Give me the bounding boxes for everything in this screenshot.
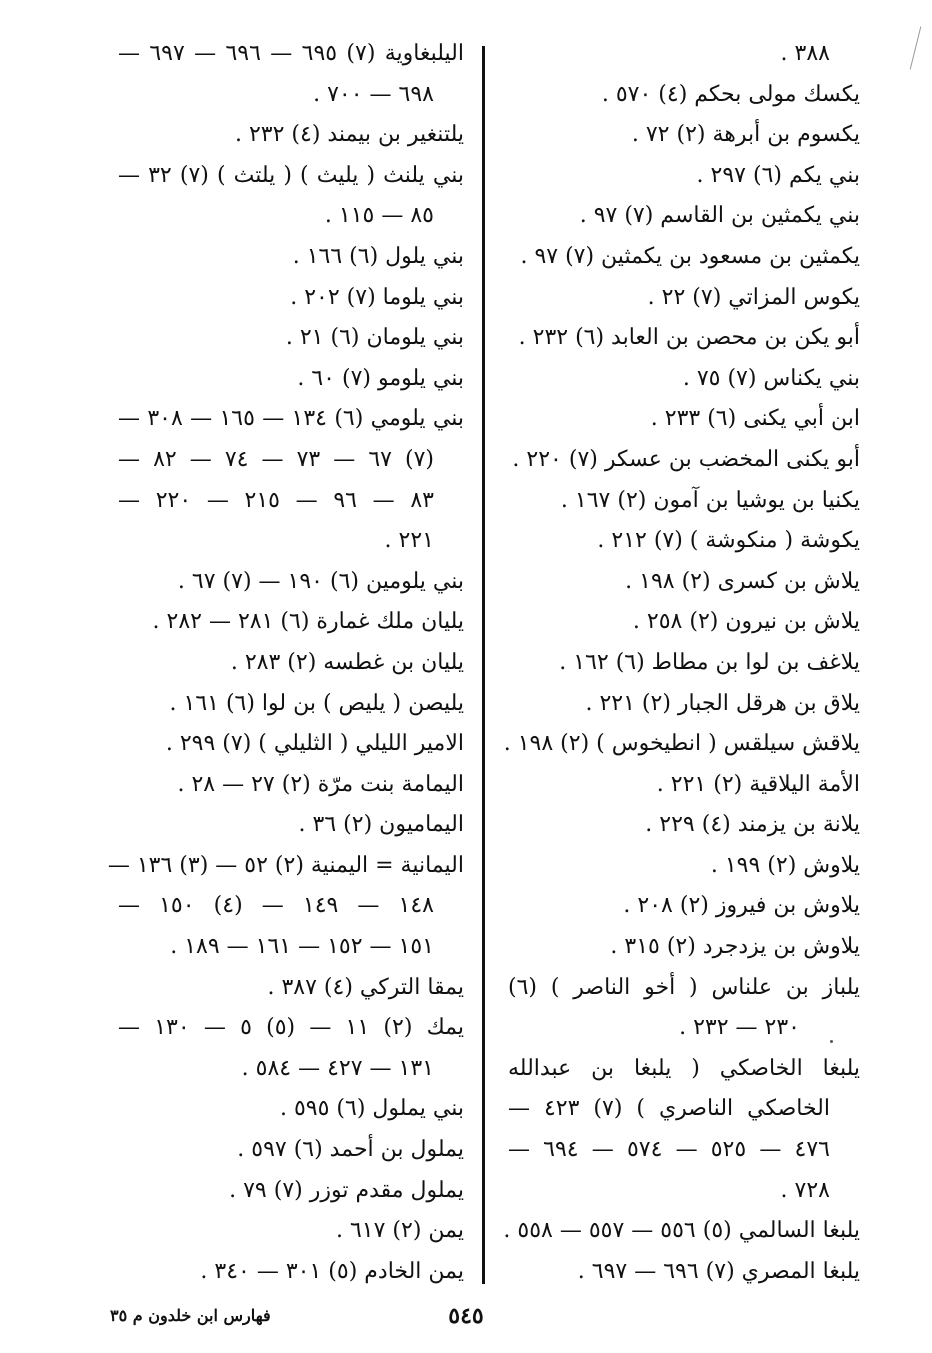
- index-entry-line: ٢٢١ .: [384, 528, 434, 554]
- index-entry-line: يلاقش سيلقس ( انطيخوس ) (٢) ١٩٨ .: [503, 731, 860, 757]
- index-entry-line: يلباز بن علناس ( أخو الناصر ) (٦): [508, 974, 860, 1000]
- index-entry-line: بني يكمثين بن القاسم (٧) ٩٧ .: [579, 203, 860, 229]
- index-entry-line: اليمامة بنت مرّة (٢) ٢٧ — ٢٨ .: [177, 771, 464, 797]
- index-entry-line: يلاق بن هرقل الجبار (٢) ٢٢١ .: [585, 690, 860, 716]
- index-entry-line: يلتنغير بن بيمند (٤) ٢٣٢ .: [234, 122, 464, 148]
- index-entry-line: ابن أبي يكنى (٦) ٢٣٣ .: [650, 406, 860, 432]
- index-entry-line: الأمة اليلاقية (٢) ٢٢١ .: [656, 771, 860, 797]
- index-entry-line: يليان بن غطسه (٢) ٢٨٣ .: [230, 649, 464, 675]
- index-entry-line: يلبغا الخاصكي ( يلبغا بن عبدالله: [508, 1055, 860, 1081]
- index-entry-line: أبو يكنى المخضب بن عسكر (٧) ٢٢٠ .: [512, 446, 860, 472]
- footer-signature: فهارس ابن خلدون م ٣٥: [110, 1306, 271, 1325]
- index-entry-line: بني يكم (٦) ٢٩٧ .: [696, 162, 860, 188]
- index-entry-line: يلاش بن نيرون (٢) ٢٥٨ .: [632, 609, 860, 635]
- index-entry-line: بني يلول (٦) ١٦٦ .: [292, 243, 464, 269]
- index-entry-line: بني يلومين (٦) ١٩٠ — (٧) ٦٧ .: [177, 568, 464, 594]
- index-entry-line: يلبغا المصري (٧) ٦٩٦ — ٦٩٧ .: [577, 1258, 860, 1284]
- column-divider: [482, 46, 485, 1284]
- index-entry-line: يكوس المزاتي (٧) ٢٢ .: [647, 284, 860, 310]
- index-entry-line: يمن (٢) ٦١٧ .: [335, 1218, 464, 1244]
- index-entry-line: بني يلومو (٧) ٦٠ .: [297, 365, 464, 391]
- index-entry-line: ٨٥ — ١١٥ .: [324, 203, 434, 229]
- index-entry-line: الامير الليلي ( الثليلي ) (٧) ٢٩٩ .: [165, 731, 464, 757]
- index-entry-line: يكسك مولى بحكم (٤) ٥٧٠ .: [601, 81, 860, 107]
- index-entry-line: بني يملول (٦) ٥٩٥ .: [279, 1096, 464, 1122]
- index-entry-line: يلاش بن كسرى (٢) ١٩٨ .: [625, 568, 860, 594]
- index-entry-line: يمن الخادم (٥) ٣٠١ — ٣٤٠ .: [200, 1258, 464, 1284]
- page-number: ٥٤٥: [448, 1303, 484, 1329]
- index-entry-line: ٧٢٨ .: [780, 1177, 830, 1203]
- index-entry-line: يكوشة ( منكوشة ) (٧) ٢١٢ .: [597, 528, 860, 554]
- index-entry-line: اليماميون (٢) ٣٦ .: [298, 812, 464, 838]
- index-entry-line: يمك (٢) ١١ — (٥) ٥ — ١٣٠ —: [118, 1015, 464, 1041]
- index-entry-line: بني يلومي (٦) ١٣٤ — ١٦٥ — ٣٠٨ —: [118, 406, 464, 432]
- scan-mark: [910, 27, 922, 70]
- index-entry-line: يكسوم بن أبرهة (٢) ٧٢ .: [631, 122, 860, 148]
- index-entry-line: الخاصكي الناصري ) (٧) ٤٢٣ —: [508, 1096, 831, 1122]
- right-column: [503, 34, 860, 1292]
- index-entry-line: اليلبغاوية (٧) ٦٩٥ — ٦٩٦ — ٦٩٧ —: [118, 41, 465, 66]
- index-entry-line: يلانة بن يزمند (٤) ٢٢٩ .: [645, 812, 860, 838]
- index-entry-line: ٦٩٨ — ٧٠٠ .: [313, 81, 434, 107]
- index-entry-line: يلاوش (٢) ١٩٩ .: [710, 852, 860, 878]
- index-entry-line: يلاوش بن فيروز (٢) ٢٠٨ .: [623, 893, 860, 919]
- index-entry-line: يملول مقدم توزر (٧) ٧٩ .: [229, 1177, 464, 1203]
- index-entry-line: يلبغا السالمي (٥) ٥٥٦ — ٥٥٧ — ٥٥٨ .: [503, 1218, 860, 1244]
- index-entry-line: يلاغف بن لوا بن مطاط (٦) ١٦٢ .: [559, 649, 860, 675]
- index-entry-line: ٤٧٦ — ٥٢٥ — ٥٧٤ — ٦٩٤ —: [508, 1137, 830, 1163]
- index-entry-line: يليان ملك غمارة (٦) ٢٨١ — ٢٨٢ .: [152, 609, 464, 635]
- scan-dot: [830, 1040, 833, 1043]
- index-entry-line: يملول بن أحمد (٦) ٥٩٧ .: [237, 1137, 464, 1163]
- index-entry-line: (٧) ٦٧ — ٧٣ — ٧٤ — ٨٢ —: [118, 446, 435, 472]
- index-entry-line: ١٣١ — ٤٢٧ — ٥٨٤ .: [241, 1055, 434, 1081]
- index-entry-line: يكمثين بن مسعود بن يكمثين (٧) ٩٧ .: [520, 243, 860, 269]
- index-entry-line: اليمانية = اليمنية (٢) ٥٢ — (٣) ١٣٦ —: [107, 852, 464, 878]
- index-entry-line: أبو يكن بن محصن بن العابد (٦) ٢٣٢ .: [518, 325, 860, 351]
- index-entry-line: ٢٣٠ — ٢٣٢ .: [679, 1015, 800, 1041]
- index-entry-line: ٨٣ — ٩٦ — ٢١٥ — ٢٢٠ —: [118, 487, 434, 513]
- index-entry-line: بني يكناس (٧) ٧٥ .: [682, 365, 860, 391]
- index-entry-line: يكنيا بن يوشيا بن آمون (٢) ١٦٧ .: [560, 487, 860, 513]
- index-entry-line: ١٤٨ — ١٤٩ — (٤) ١٥٠ —: [118, 893, 434, 919]
- index-entry-line: ٣٨٨ .: [780, 41, 830, 66]
- index-entry-line: بني يلومان (٦) ٢١ .: [285, 325, 464, 351]
- index-entry-line: ١٥١ — ١٥٢ — ١٦١ — ١٨٩ .: [170, 934, 434, 960]
- index-entry-line: يليصن ( يليص ) بن لوا (٦) ١٦١ .: [169, 690, 464, 716]
- left-column: [107, 34, 465, 1292]
- index-entry-line: بني يلوما (٧) ٢٠٢ .: [290, 284, 464, 310]
- index-entry-line: بني يلنث ( يليث ) ( يلتث ) (٧) ٣٢ —: [118, 162, 465, 188]
- index-entry-line: يمقا التركي (٤) ٣٨٧ .: [267, 974, 464, 1000]
- index-entry-line: يلاوش بن يزدجرد (٢) ٣١٥ .: [610, 934, 860, 960]
